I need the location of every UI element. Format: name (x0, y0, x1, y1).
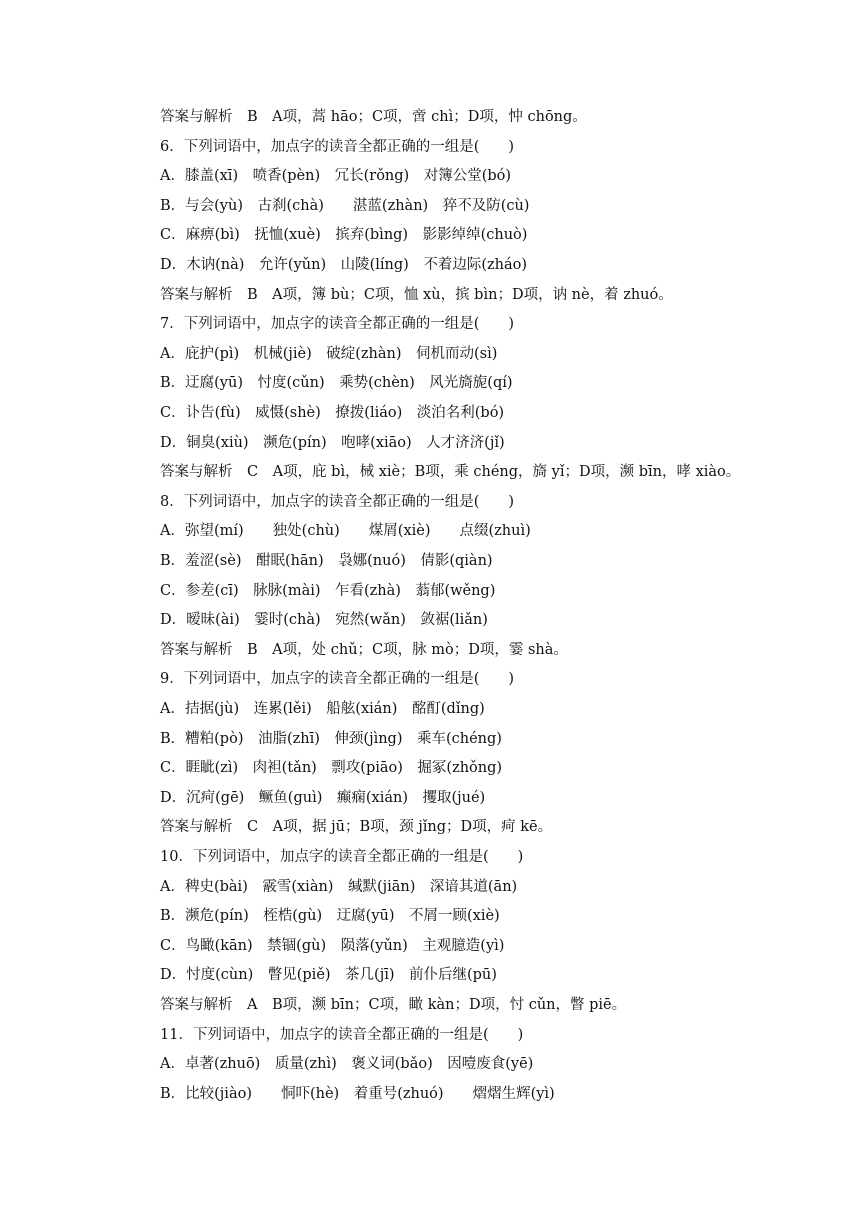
question-line: 6．下列词语中，加点字的读音全都正确的一组是( ) (160, 138, 515, 155)
question-line: 10．下列词语中，加点字的读音全都正确的一组是( ) (160, 849, 524, 865)
question-line: 11．下列词语中，加点字的读音全都正确的一组是( ) (160, 1026, 524, 1043)
option-line: C．麻痹(bì) 抚恤(xuè) 摈弃(bìng) 影影绰绰(chuò) (160, 227, 528, 244)
option-line: D．铜臭(xiù) 濒危(pín) 咆哮(xiāo) 人才济济(jǐ) (160, 434, 505, 451)
option-line: B．迂腐(yū) 忖度(cǔn) 乘势(chèn) 风光旖旎(qí) (160, 375, 513, 392)
option-line: B．糟粕(pò) 油脂(zhī) 伸颈(jìng) 乘车(chéng) (160, 730, 502, 747)
answer-line: 答案与解析 B A项，簿 bù；C项，恤 xù，摈 bìn；D项，讷 nè，着 zhuó。 (160, 286, 673, 303)
option-line: A．膝盖(xī) 喷香(pèn) 冗长(rǒng) 对簿公堂(bó) (160, 168, 512, 185)
option-line: D．暧昧(ài) 霎时(chà) 宛然(wǎn) 敛裾(liǎn) (160, 612, 488, 629)
option-line: A．拮据(jù) 连累(lěi) 船舷(xián) 酩酊(dǐng) (160, 701, 485, 717)
option-line: C．参差(cī) 脉脉(mài) 乍看(zhà) 蓊郁(wěng) (160, 582, 496, 599)
answer-line: 答案与解析 B A项，处 chǔ；C项，脉 mò；D项，霎 shà。 (160, 641, 568, 658)
option-line: C．睚眦(zì) 肉袒(tǎn) 剽攻(piāo) 掘冢(zhǒng) (160, 760, 503, 777)
option-line: C．鸟瞰(kān) 禁锢(gù) 陨落(yǔn) 主观臆造(yì) (160, 937, 505, 954)
option-line: D．木讷(nà) 允许(yǔn) 山陵(líng) 不着边际(zháo) (160, 257, 527, 273)
question-line: 9．下列词语中，加点字的读音全都正确的一组是( ) (160, 671, 515, 688)
option-line: A．庇护(pì) 机械(jiè) 破绽(zhàn) 伺机而动(sì) (160, 345, 498, 362)
option-line: B．濒危(pín) 桎梏(gù) 迂腐(yū) 不屑一顾(xiè) (160, 908, 500, 925)
answer-line: 答案与解析 C A项，据 jū；B项，颈 jǐng；D项，疴 kē。 (160, 819, 553, 836)
option-line: B．与会(yù) 古刹(chà) 湛蓝(zhàn) 猝不及防(cù) (160, 197, 530, 214)
option-line: B．比较(jiào) 恫吓(hè) 着重号(zhuó) 熠熠生辉(yì) (160, 1085, 555, 1102)
question-line: 8．下列词语中，加点字的读音全都正确的一组是( ) (160, 493, 515, 510)
option-line: D．忖度(cùn) 瞥见(piě) 茶几(jī) 前仆后继(pū) (160, 967, 497, 984)
option-line: C．讣告(fù) 威慑(shè) 撩拨(liáo) 淡泊名利(bó) (160, 405, 505, 421)
answer-line: 答案与解析 A B项，濒 bīn；C项，瞰 kàn；D项，忖 cǔn，瞥 piē。 (160, 997, 627, 1013)
question-line: 7．下列词语中，加点字的读音全都正确的一组是( ) (160, 316, 515, 333)
option-line: D．沉疴(gē) 鳜鱼(guì) 癫痫(xián) 攫取(jué) (160, 789, 486, 806)
answer-line: 答案与解析 B A项，蒿 hāo；C项，啻 chì；D项，忡 chōng。 (160, 109, 587, 125)
option-line: A．稗史(bài) 霰雪(xiàn) 缄默(jiān) 深谙其道(ān) (160, 878, 518, 895)
answer-line: 答案与解析 C A项，庇 bì，械 xiè；B项，乘 chéng，旖 yǐ；D项，濒 bīn，哮 xiào。 (160, 464, 741, 481)
option-line: B．羞涩(sè) 酣眠(hān) 袅娜(nuó) 倩影(qiàn) (160, 553, 493, 569)
option-line: A．弥望(mí) 独处(chù) 煤屑(xiè) 点缀(zhuì) (160, 523, 531, 540)
option-line: A．卓著(zhuō) 质量(zhì) 褒义词(bǎo) 因噎废食(yē) (160, 1056, 534, 1073)
